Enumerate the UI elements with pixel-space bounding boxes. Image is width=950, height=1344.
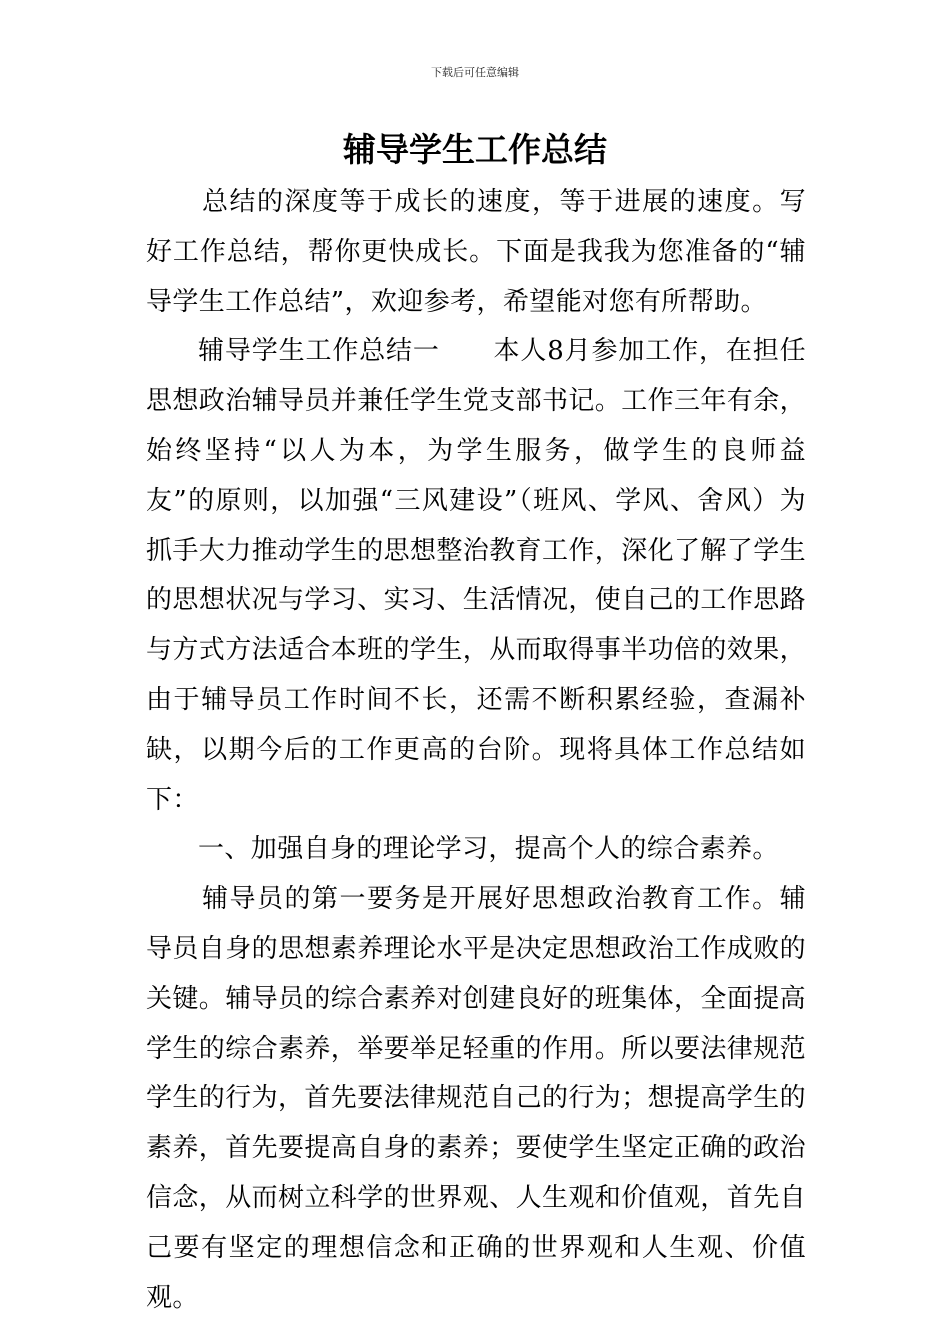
section-heading-one: 一、加强自身的理论学习，提高个人的综合素养。 xyxy=(198,834,779,865)
intro-paragraph: 总结的深度等于成长的速度，等于进展的速度。写好工作总结，帮你更快成长。下面是我我为您准备的“辅导学生工作总结”，欢迎参考，希望能对您有所帮助。 xyxy=(146,187,806,317)
document-body xyxy=(146,178,806,1323)
summary-one-paragraph: 辅导学生工作总结一 本人8月参加工作，在担任思想政治辅导员并兼任学生党支部书记。工作三年有余，始终坚持“以人为本，为学生服务，做学生的良师益友”的原则，以加强“三风建设”（班风、学风、舍风）为抓手大力推动学生的思想整治教育工作，深化了解了学生的思想状况与学习、实习、生活情况，使自己的工作思路与方式方法适合本班的学生，从而取得事半功倍的效果，由于辅导员工作时间不长，还需不断积累经验，查漏补缺，以期今后的工作更高的台阶。现将具体工作总结如下： xyxy=(146,336,807,815)
section-one-paragraph: 辅导员的第一要务是开展好思想政治教育工作。辅导员自身的思想素养理论水平是决定思想政治工作成败的关键。辅导员的综合素养对创建良好的班集体，全面提高学生的综合素养，举要举足轻重的作用。所以要法律规范学生的行为，首先要法律规范自己的行为；想提高学生的素养，首先要提高自身的素养；要使学生坚定正确的政治信念，从而树立科学的世界观、人生观和价值观，首先自己要有坚定的理想信念和正确的世界观和人生观、价值观。 xyxy=(146,884,807,1313)
header-note: 下载后可任意编辑 xyxy=(431,66,519,79)
document-title: 辅导学生工作总结 xyxy=(343,130,607,169)
